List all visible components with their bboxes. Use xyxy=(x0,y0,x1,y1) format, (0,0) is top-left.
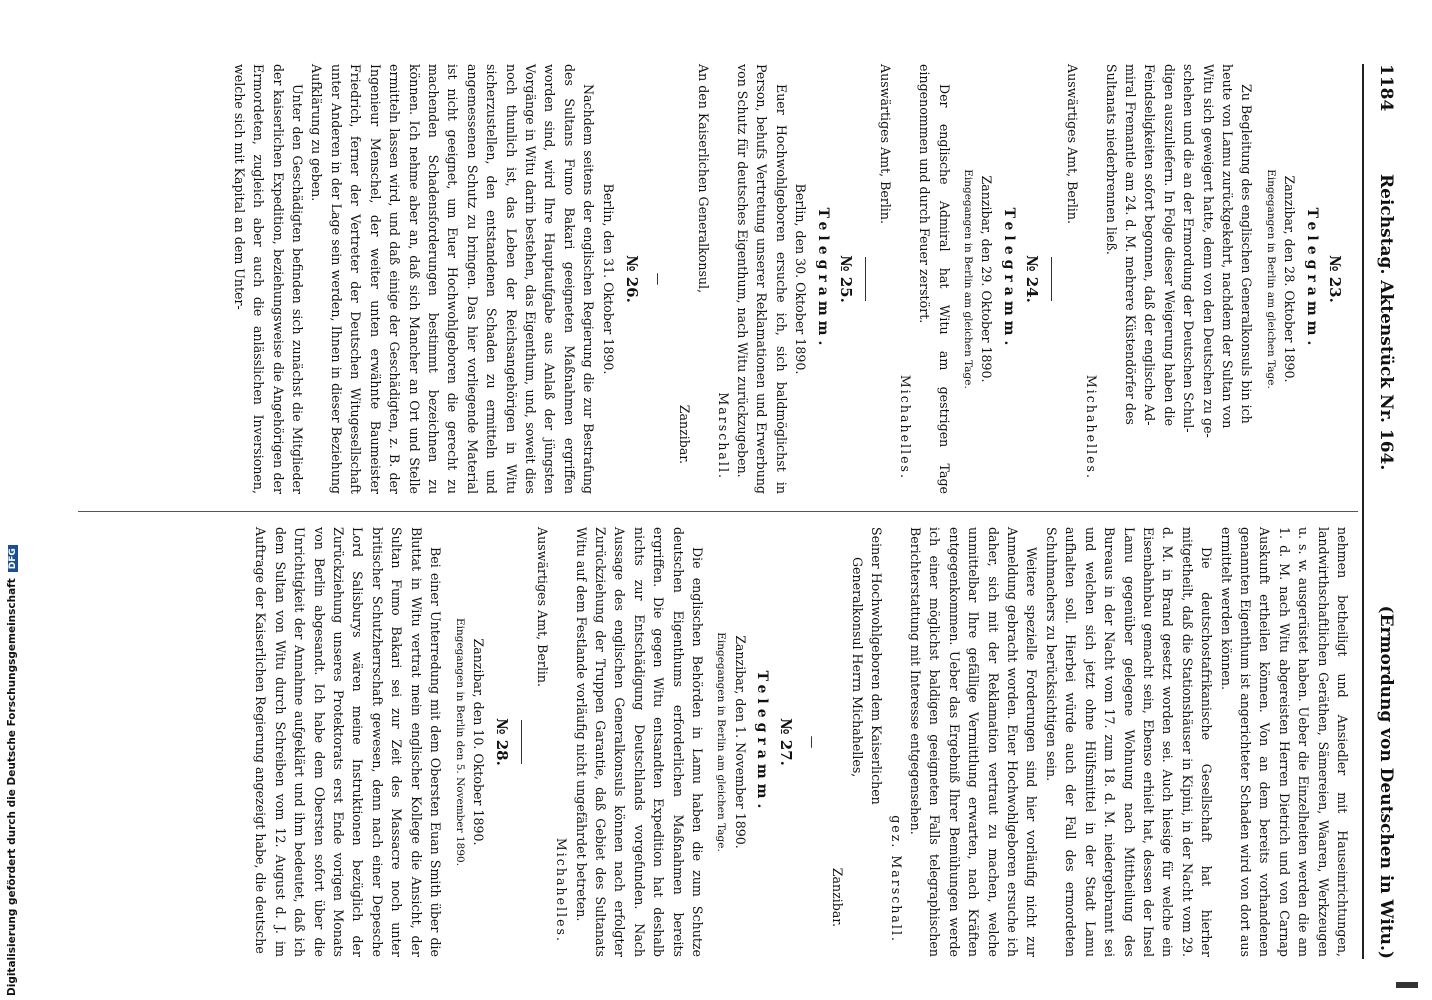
address-26-line1: Seiner Hochwohlgeboren dem Kaiserlichen xyxy=(869,527,885,805)
signature-26: gez. Marschall. xyxy=(888,815,904,943)
doc-number-25: № 25. xyxy=(837,255,856,303)
doc-number-26: № 26. xyxy=(623,255,641,303)
text-26-cont2: Die deutschostafrikanische Gesellschaft hat hierher mitgetheilt, daß die Stationshäuser in Kipini, in der Nacht vom 29. d. M. in Brand gesetzt worden sei. Auch hiesige für welche ein Eisenbahnbau gemacht sein, Ebenso erhielt hat, dessen der Insel Lamu gegenüber gelegene Wohnung nach Mittheilung des Bureaus in der Nacht vom 17. zum 18. d. M. niedergebrannt sei und welchen sich jetzt ohne Hülfsmittel in der Stadt Lamu aufhalten soll. Hierbei würde auch der Fall des ermordeten Schuhmachers zu berücksichtigen sein. xyxy=(1043,527,1215,957)
page-header xyxy=(1364,64,1408,959)
rotated-page xyxy=(88,64,1408,959)
doc-number-24: № 24. xyxy=(1023,255,1042,303)
page-number: 1184 xyxy=(1376,64,1396,112)
text-line: miral Fremantle am 24. d. M. mehrere Küstendörfer des xyxy=(1122,64,1138,425)
address-24: Auswärtiges Amt, Berlin. xyxy=(878,64,894,225)
dateline-28: Zanzibar, den 10. Oktober 1890. xyxy=(470,638,486,846)
text-line: Sultanats niederbrennen ließ. xyxy=(1103,64,1119,255)
text-line: digen auszuliefern. In Folge dieser Weigerung haben die xyxy=(1161,64,1177,427)
digitization-credit xyxy=(6,6,20,996)
divider-dash: — xyxy=(805,735,821,749)
dfg-logo-icon: DFG xyxy=(8,545,18,572)
dateline-24: Zanzibar, den 29. Oktober 1890. xyxy=(979,175,995,383)
doc-number-28: № 28. xyxy=(493,718,512,766)
telegram-title-24: Telegramm. xyxy=(1000,207,1017,351)
text-line: Witu sich geweigert hatte, denn von den Deutschen zu ge- xyxy=(1200,64,1216,438)
header-title: Reichstag. Aktenstück Nr. 164. xyxy=(1376,174,1396,471)
text-line: heute von Lamu zurückgekehrt, nachdem der Sultan von xyxy=(1219,64,1235,429)
doc-number-27: № 27. xyxy=(776,718,795,766)
signature-24: Michahelles. xyxy=(897,374,913,480)
text-26-cont: nehmen betheiligt und Ansiedler mit Hauseinrichtungen, landwirthschaftlichen Geräthen, Sämereien, Waaren, Werkzeugen u. s. w. ausgerüstet haben. Ueber die Einzelheiten werden die am 1. d. M. nach Witu abgereisten Herren Dietrich und von Carnap Auskunft ertheilen können. Von an dem bereits vorhandenen genannten Eigenthum ist angerichteter Schaden wird von dort aus ermittelt werden können. xyxy=(1218,527,1350,957)
address-25-place: Zanzibar. xyxy=(676,404,692,464)
scan-mark xyxy=(1396,982,1418,988)
telegram-title-27: Telegramm. xyxy=(754,670,771,814)
text-26b: Unter den Geschädigten befinden sich zunächst die Mitglieder der kaiserlichen Expedition, beziehungsweise die Angehörigen der Ermordeten, zugleich aber auch die anlässlichen Inversionen, welche sich mit Kapital an dem Unter- xyxy=(231,64,306,494)
divider-dash: — xyxy=(651,272,667,286)
received-23: Eingegangen in Berlin am gleichen Tage. xyxy=(1264,169,1277,389)
dateline-26: Berlin, den 31. Oktober 1890. xyxy=(600,183,616,375)
header-subject: (Ermordung von Deutschen in Witu.) xyxy=(1376,605,1396,959)
address-23: Auswärtiges Amt, Berlin. xyxy=(1064,64,1080,225)
text-line: schehen und die an der Ermordung der Deutschen Schul- xyxy=(1181,64,1197,433)
text-28: Bei einer Unterredung mit dem Obersten Euan Smith über die Bluttat in Witu vertrat mein englischer Kollege die Ansicht, der Sultan Fumo Bakari sei zur Zeit des Massacre noch unter britischer Schutzherrschaft gewesen, denn nach einer Depesche Lord Salisburys wären meine Instruktionen bezüglich der Zurückziehung unseres Protektorats erst Ende vorigen Monats von Berlin abgesandt. Ich habe dem Obersten sofort über die Unrichtigkeit der Annahme aufgeklärt und ihm bedeutet, daß ich dem Sultan von Witu durch Schreiben vom 12. August d. J. im Auftrage der Kaiserlichen Regierung angezeigt habe, die deutsche xyxy=(253,527,444,957)
divider xyxy=(521,720,522,764)
address-27: Auswärtiges Amt, Berlin. xyxy=(534,527,550,688)
dateline-27: Zanzibar, den 1. November 1890. xyxy=(732,635,748,849)
signature-23: Michahelles. xyxy=(1084,374,1100,480)
text-24: Der englische Admiral hat Witu am gestrigen Tage eingenommen und durch Feuer zerstört. xyxy=(917,64,952,494)
divider xyxy=(1051,257,1052,301)
address-26-line2: Generalkonsul Herrn Michahelles, xyxy=(849,557,865,778)
right-column xyxy=(251,527,1352,957)
signature-25: Marschall. xyxy=(715,392,731,480)
text-27: Die englischen Behörden in Lamu haben die zum Schutze deutschen Eigenthums erforderlichen Maßnahmen bereits ergriffen. Die gegen Witu entsandten Expedition hat deshalb nichts zur Entschädigung Deutschlands vorgefunden. Nach Aussage des englischen Generalkonsuls können nach erfolgter Zurückziehung der Truppen Garantie, daß Gebiet des Sultanats Witu auf dem Festlande vorläufig nicht ungefährdet betreten. xyxy=(573,527,705,957)
text-26: Nachdem seitens der englischen Regierung die zur Bestrafung des Sultans Fumo Bakari geeigneten Maßnahmen ergriffen worden sind, wird Ihre Hauptaufgabe aus Anlaß der jüngsten Vorgänge in Witu darin bestehen, das Eigenthum, und, soweit dies noch thunlich ist, das Leben der Reichsangehörigen in Witu sicherzustellen, den entstandenen Schaden zu ermitteln und angemessenen Schutz zu bringen. Das hier vorliegende Material ist nicht geeignet, um Euer Hochwohlgeboren die gerecht zu machenden Schadensforderungen bestimmt bezeichnen zu können. Ich nehme aber an, daß sich Mancher an Ort und Stelle ermitteln lassen wird, und daß einige der Geschädigten, z. B. der Ingenieur Menschel, der weiter unten erwähnte Baumeister Friedrich, ferner der Vertreter der Deutschen Witugesellschaft unter Anderen in der Lage sein werden, Ihnen in dieser Beziehung Aufklärung zu geben. xyxy=(309,64,597,494)
credit-text: Digitalisierung gefördert durch die Deutsche Forschungsgemeinschaft xyxy=(6,578,18,996)
telegram-title-25: Telegramm. xyxy=(814,207,831,351)
left-column xyxy=(229,64,1352,494)
text-25: Euer Hochwohlgeboren ersuche ich, sich baldmöglichst in Person, behufs Vertretung unserer Reklamationen und Erwerbung von Schutz für deutsches Eigenthum, nach Witu zurückzugeben. xyxy=(735,64,789,494)
address-26-place: Zanzibar. xyxy=(830,867,846,927)
dateline-25: Berlin, den 30. Oktober 1890. xyxy=(793,183,809,375)
text-26-cont3: Weitere spezielle Forderungen sind hier vorläufig nicht zur Anmeldung gebracht worden. Euer Hochwohlgeboren ersuche ich daher, sich mit der Reklamation vertraut zu machen, welche unmittelbar Ihre gefällige Vermittlung erwarten, nach Kräften entgegenkommen. Ueber das Ergebniß Ihrer Bemühungen werde ich einer möglichst baldigen geeigneten Falls telegraphischen Berichterstattung mit Interesse entgegensehen. xyxy=(908,527,1040,957)
address-25: An den Kaiserlichen Generalkonsul, xyxy=(696,64,712,294)
divider xyxy=(865,257,866,301)
received-28: Eingegangen in Berlin den 5. November 1890. xyxy=(453,617,466,867)
received-24: Eingegangen in Berlin am gleichen Tage. xyxy=(962,169,975,389)
text-23-cont xyxy=(1101,64,1237,494)
column-divider xyxy=(78,511,1358,512)
received-27: Eingegangen in Berlin am gleichen Tage. xyxy=(715,632,728,852)
dateline-23: Zanzibar, den 28. Oktober 1890. xyxy=(1282,175,1298,383)
doc-number-23: № 23. xyxy=(1326,255,1344,303)
signature-27: Michahelles. xyxy=(554,837,570,943)
header-rule xyxy=(1362,64,1364,959)
text-23-start: Zu Begleitung des englischen Generalkonsuls bin ich xyxy=(1239,84,1255,424)
telegram-title-23: Telegramm. xyxy=(1303,207,1320,351)
text-line: Feindseligkeiten sofort begonnen, daß der englische Ad- xyxy=(1142,64,1158,426)
